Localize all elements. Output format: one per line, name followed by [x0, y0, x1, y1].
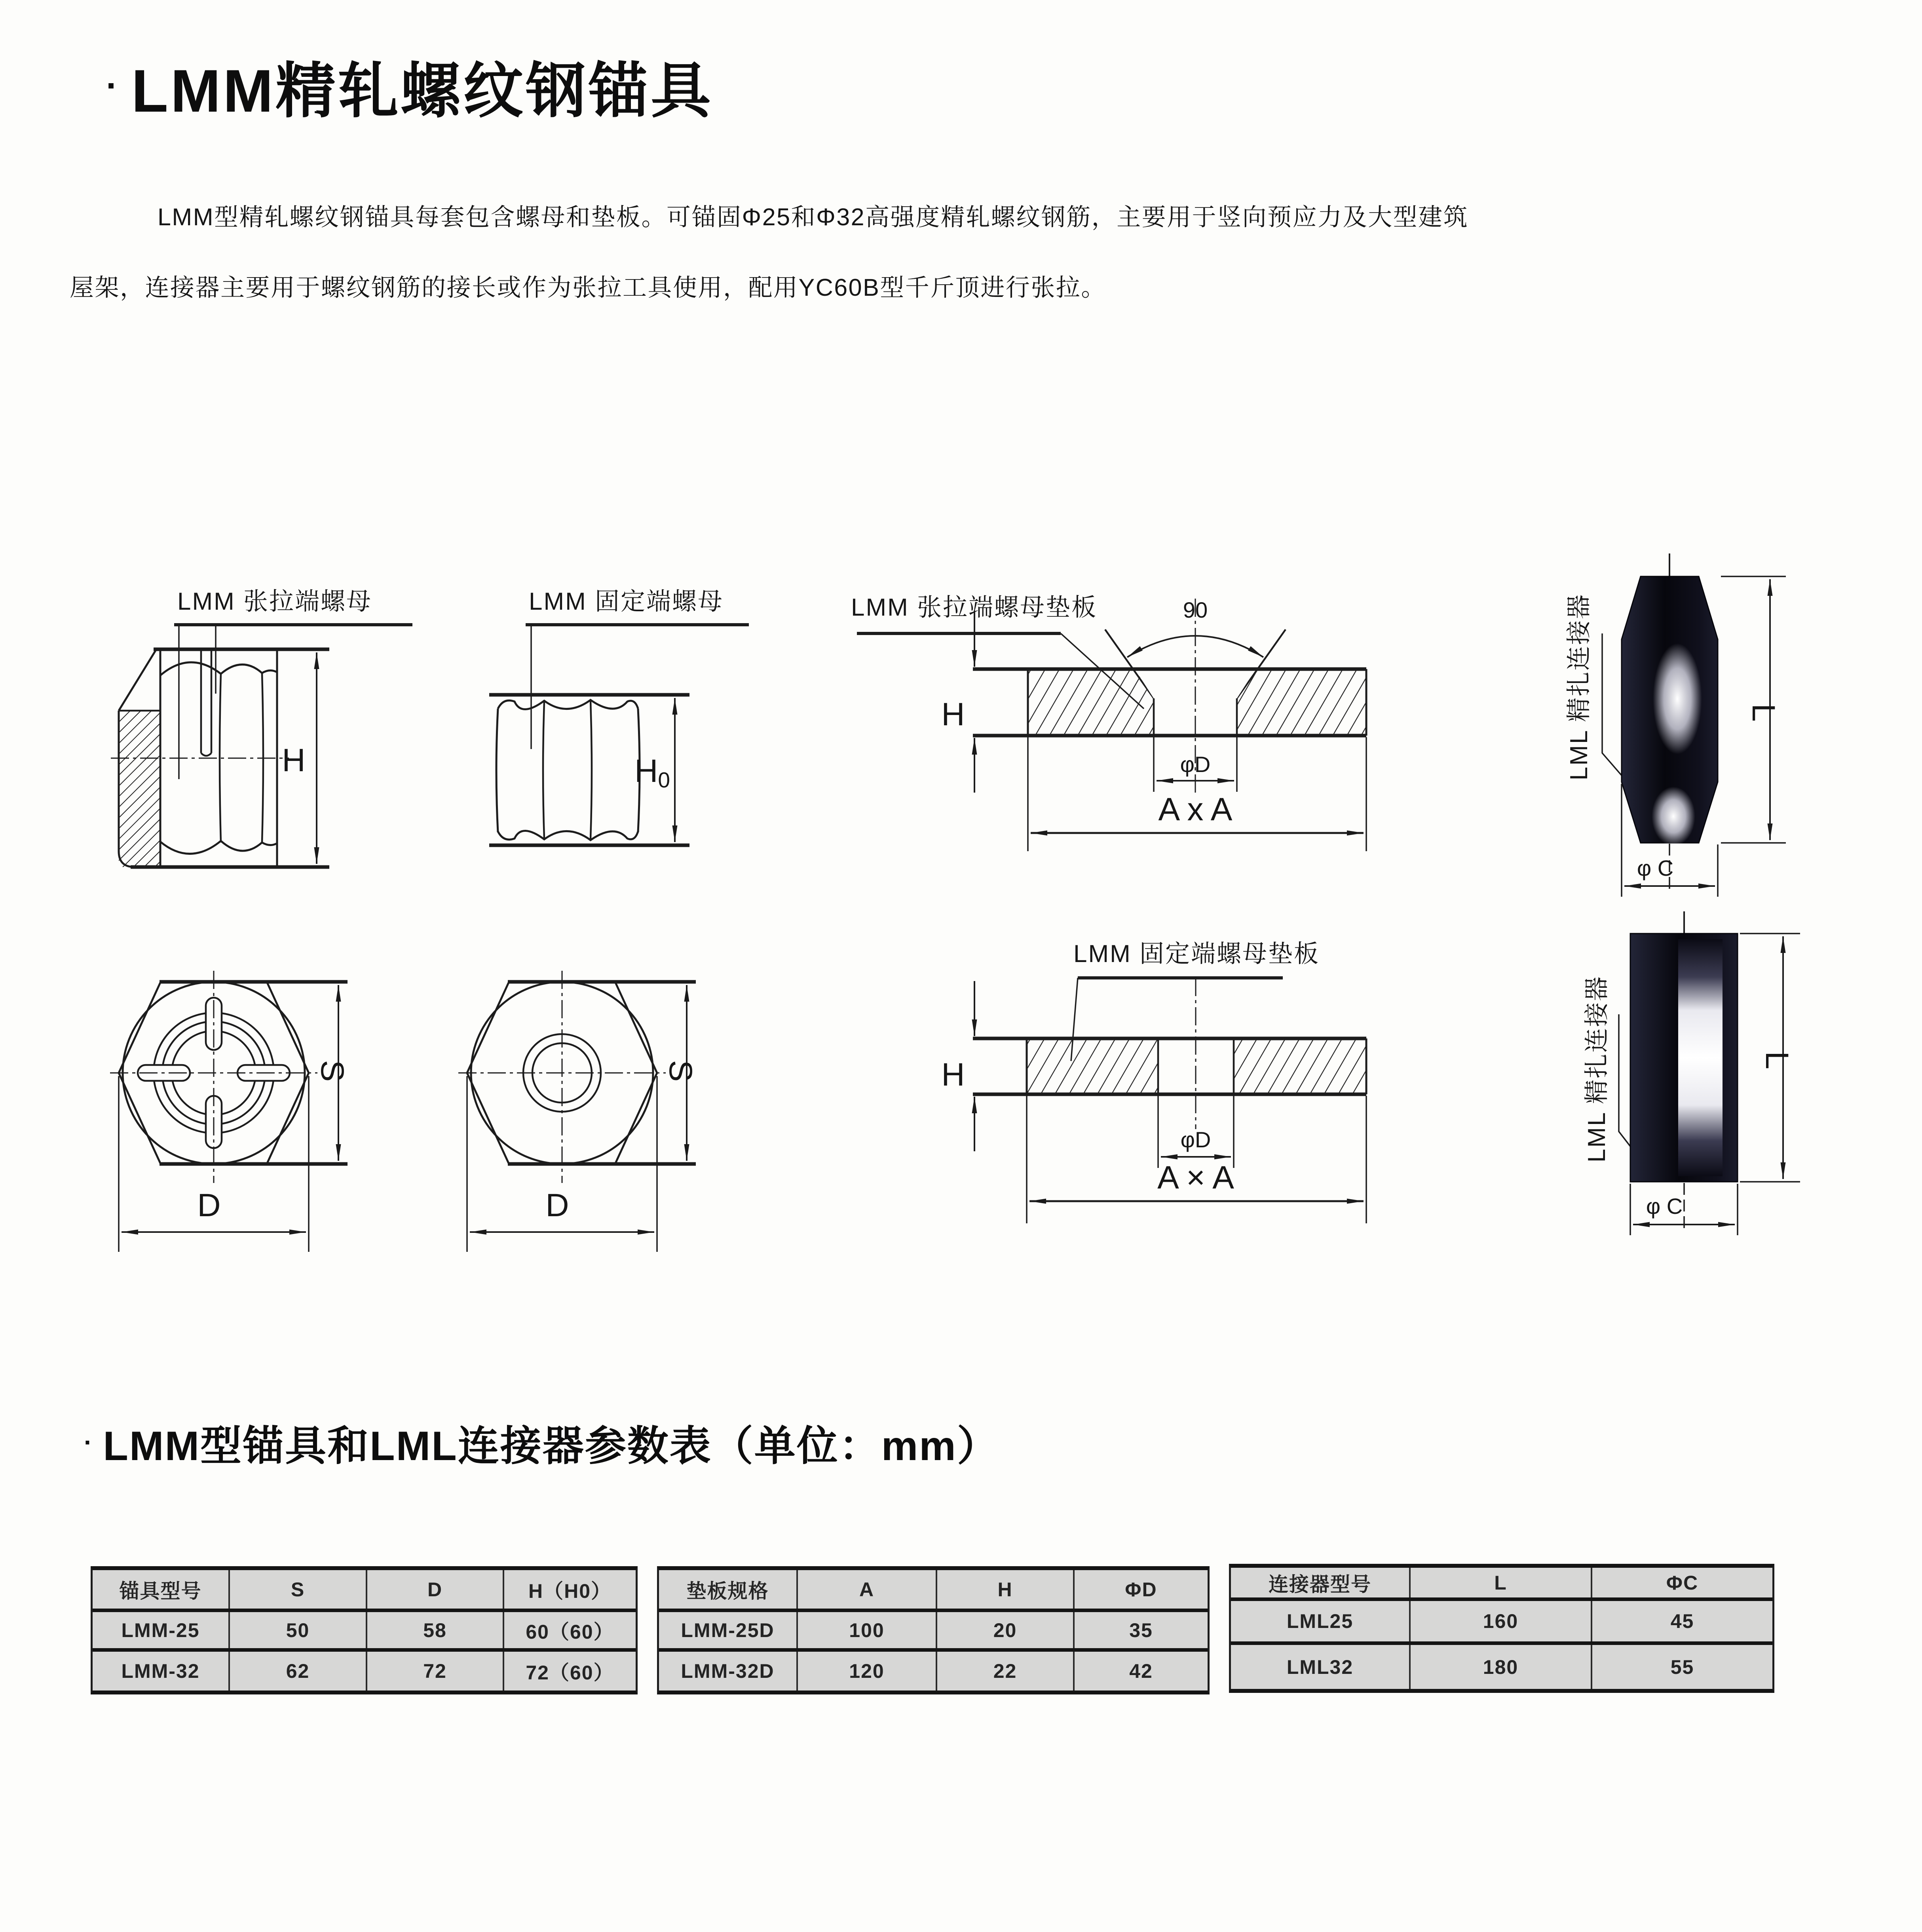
cell: 22	[937, 1652, 1075, 1690]
hexagon	[110, 971, 348, 1183]
bore-highlight	[1678, 939, 1723, 1176]
cell: 100	[798, 1612, 937, 1648]
col-header: ΦD	[1075, 1570, 1208, 1609]
cell: 35	[1075, 1612, 1208, 1648]
tension-nut-label: LMM 张拉端螺母	[177, 588, 372, 615]
diagram-tension-nut-side	[111, 588, 412, 867]
section-bullet: ·	[84, 1428, 94, 1457]
diagram-front-slotted	[110, 971, 350, 1252]
dim-AxA	[1027, 1096, 1366, 1223]
dim-H	[941, 610, 974, 793]
coupler-top-label: LML 精扎连接器	[1565, 593, 1593, 781]
dim-H0	[634, 698, 675, 842]
dim-L	[1721, 576, 1786, 843]
col-header: D	[367, 1570, 504, 1609]
dim-phiD-text: φD	[1180, 752, 1211, 777]
dim-H-text: H	[941, 1057, 965, 1093]
chamfer-curve-bottom	[498, 831, 638, 840]
tension-plate-label: LMM 张拉端螺母垫板	[851, 594, 1098, 621]
dim-H0-text: H0	[634, 753, 670, 792]
slot-bottom	[201, 753, 211, 756]
intro-line-1: LMM型精轧螺纹钢锚具每套包含螺母和垫板。可锚固Φ25和Φ32高强度精轧螺纹钢筋，主要用于竖向预应力及大型建筑	[158, 203, 1469, 230]
table-row	[659, 1652, 1208, 1690]
section-title	[84, 1413, 999, 1472]
angle-90-text: 90	[1183, 597, 1208, 622]
diagram-tension-plate-section	[851, 594, 1366, 851]
diagram-fixed-nut-side	[489, 588, 749, 845]
cell: 50	[230, 1612, 367, 1648]
chamfer-curve-top	[498, 700, 638, 709]
intro-line-2: 屋架，连接器主要用于螺纹钢筋的接长或作为张拉工具使用，配用YC60B型千斤顶进行张拉。	[70, 274, 1106, 301]
hex-face-divider	[591, 701, 592, 839]
cell: 58	[367, 1612, 504, 1648]
dim-S-text: S	[663, 1060, 699, 1082]
dim-H	[941, 981, 974, 1151]
cell: 120	[798, 1652, 937, 1690]
cell: 60（60）	[504, 1612, 636, 1648]
diagram-coupler-photo-top	[1565, 553, 1786, 897]
bore-highlight	[1653, 643, 1702, 754]
fixed-nut-label: LMM 固定端螺母	[529, 588, 724, 615]
hex-face-divider	[220, 673, 221, 842]
dim-phiD-text: φD	[1180, 1127, 1211, 1152]
col-header: 垫板规格	[659, 1570, 798, 1609]
dim-S	[663, 985, 699, 1161]
cell: 72	[367, 1652, 504, 1690]
cell: 20	[937, 1612, 1075, 1648]
table-row	[659, 1612, 1208, 1652]
cell: LMM-32	[93, 1652, 230, 1690]
cell: 72（60）	[504, 1652, 636, 1690]
col-header: H	[937, 1570, 1075, 1609]
col-header: 连接器型号	[1231, 1568, 1411, 1597]
dim-S-text: S	[314, 1060, 350, 1082]
dim-H-text: H	[282, 742, 306, 778]
cell: 180	[1411, 1645, 1592, 1689]
table-header-row	[93, 1570, 636, 1612]
diagram-coupler-photo-bottom	[1583, 911, 1800, 1235]
fixed-plate-label: LMM 固定端螺母垫板	[1073, 940, 1320, 968]
table-row	[93, 1612, 636, 1652]
plate-body	[973, 599, 1366, 795]
diagram-fixed-plate-section	[941, 940, 1366, 1223]
coupler-photo	[1622, 553, 1718, 846]
col-header: S	[230, 1570, 367, 1609]
plate-spec-table	[657, 1566, 1210, 1694]
coupler-bottom-label: LML 精扎连接器	[1583, 975, 1611, 1163]
col-header: ΦC	[1592, 1568, 1772, 1597]
leader-line	[1602, 633, 1623, 777]
cell: LMM-32D	[659, 1652, 798, 1690]
dim-AxA-text: A x A	[1158, 791, 1233, 827]
dim-AxA-text: A × A	[1157, 1160, 1234, 1196]
dim-phiC-text: φ C	[1646, 1194, 1683, 1219]
coupler-spec-table	[1229, 1564, 1774, 1693]
anchor-spec-table	[91, 1566, 638, 1694]
coupler-photo	[1630, 911, 1738, 1182]
chamfer-curve-top	[160, 662, 277, 675]
chamfer-curve-bottom	[160, 841, 277, 854]
cell: 42	[1075, 1652, 1208, 1690]
cell: LML32	[1231, 1645, 1411, 1689]
cell: LML25	[1231, 1601, 1411, 1641]
cell: LMM-25D	[659, 1612, 798, 1648]
cell: 55	[1592, 1645, 1772, 1689]
dim-L	[1740, 934, 1800, 1182]
dim-H	[282, 652, 317, 864]
cell: 160	[1411, 1601, 1592, 1641]
dim-H-text: H	[941, 696, 965, 732]
col-header: 锚具型号	[93, 1570, 230, 1609]
table-header-row	[659, 1570, 1208, 1612]
hex-face-divider	[543, 702, 544, 839]
section-title-text: LMM型锚具和LML连接器参数表（单位：mm）	[103, 1423, 999, 1469]
col-header: H（H0）	[504, 1570, 636, 1609]
col-header: A	[798, 1570, 937, 1609]
cell: 45	[1592, 1601, 1772, 1641]
col-header: L	[1411, 1568, 1592, 1597]
table-row	[1231, 1645, 1772, 1689]
dim-L-text: L	[1745, 704, 1781, 722]
hexagon	[458, 971, 696, 1183]
title-bullet: ·	[106, 66, 120, 106]
plate-body	[973, 978, 1366, 1129]
dim-D-text: D	[197, 1187, 221, 1223]
title-text: LMM精轧螺纹钢锚具	[131, 57, 714, 125]
table-row	[93, 1652, 636, 1690]
diagram-front-plain	[458, 971, 699, 1252]
bore-highlight	[1652, 787, 1695, 846]
dim-D-text: D	[545, 1187, 569, 1223]
dim-phiC	[1630, 1183, 1738, 1235]
cell: 62	[230, 1652, 367, 1690]
table-header-row	[1231, 1568, 1772, 1601]
dim-L-text: L	[1759, 1051, 1795, 1069]
dim-phiC-text: φ C	[1637, 856, 1674, 880]
table-row	[1231, 1601, 1772, 1645]
dim-S	[314, 985, 350, 1161]
cell: LMM-25	[93, 1612, 230, 1648]
section-hatch	[119, 711, 160, 867]
